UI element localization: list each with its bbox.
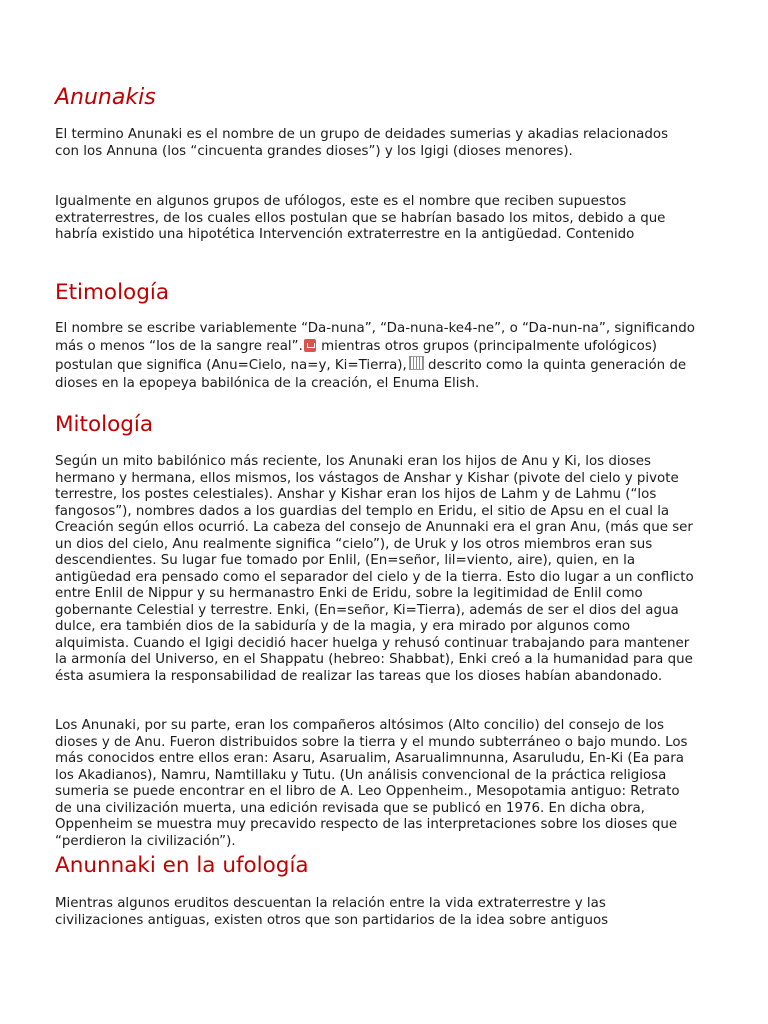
intro-text-2: Igualmente en algunos grupos de ufólogos, este es el nombre que reciben supuestos extraterrestres, de los cuales ellos postulan que se habrían basado los mitos, debido a que habría existido una hipotética Intervención extraterrestre en la antigüedad. Contenido xyxy=(55,194,666,242)
etimologia-paragraph xyxy=(55,320,695,393)
intro-paragraph-2 xyxy=(55,194,695,244)
barcode-icon xyxy=(409,356,424,370)
mitologia-paragraph-1 xyxy=(55,454,695,685)
mitologia-text-2: Los Anunaki, por su parte, eran los compañeros altósimos (Alto concilio) del consejo de los dioses y de Anu. Fueron distribuidos sobre la tierra y el mundo subterráneo o bajo mundo. Los más conocidos entre ellos eran: Asaru, Asarualim, Asarualimnunna, Asaruludu, En-Ki (Ea para los Akadianos), Namru, Namtillaku y Tutu. (Un análisis convencional de la práctica religiosa sumeria se puede encontrar en el libro de A. Leo Oppenheim., Mesopotamia antiguo: Retrato de una civilización muerta, una edición revisada que se publicó en 1976. En dicha obra, Oppenheim se muestra muy precavido respecto de las interpretaciones sobre los dioses que “perdieron la civilización”). xyxy=(55,718,688,849)
intro-text-1: El termino Anunaki es el nombre de un grupo de deidades sumerias y akadias relacionados con los Annuna (los “cincuenta grandes dioses”) y los Igigi (dioses menores). xyxy=(55,127,669,159)
heading-ufologia: Anunnaki en la ufología xyxy=(55,853,309,878)
etimologia-text-a: El nombre se escribe variablemente “Da-nuna”, “Da-nuna-ke4-ne”, o “Da-nun-na”, significando más o menos “los de la sangre real”. xyxy=(55,321,695,354)
heading-etimologia: Etimología xyxy=(55,280,170,305)
ufologia-paragraph-1 xyxy=(55,896,695,929)
intro-paragraph-1 xyxy=(55,127,695,160)
page-title: Anunakis xyxy=(55,85,156,110)
image-icon xyxy=(304,339,316,352)
etimologia-text-c: descrito como la quinta generación de dioses en la epopeya babilónica de la creación, el Enuma Elish. xyxy=(55,358,687,391)
etimologia-text-b: mientras otros grupos (principalmente ufológicos) postulan que significa (Anu=Cielo, na=y, Ki=Tierra), xyxy=(55,339,658,373)
ufologia-text-1: Mientras algunos eruditos descuentan la relación entre la vida extraterrestre y las civilizaciones antiguas, existen otros que son partidarios de la idea sobre antiguos xyxy=(55,896,609,928)
mitologia-text-1: Según un mito babilónico más reciente, los Anunaki eran los hijos de Anu y Ki, los dioses hermano y hermana, ellos mismos, los vástagos de Anshar y Kishar (pivote del cielo y pivote terrestre, los postes celestiales). Anshar y Kishar eran los hijos de Lahm y de Lahmu (“los fangosos”), nombres dados a los guardias del templo en Eridu, el sitio de Apsu en el cual la Creación según ellos ocurrió. La cabeza del consejo de Anunnaki era el gran Anu, (más que ser un dios del cielo, Anu realmente significa “cielo”), de Uruk y los otros miembros eran sus descendientes. Su lugar fue tomado por Enlil, (En=señor, lil=viento, aire), quien, en la antigüedad era pensado como el separador del cielo y de la tierra. Esto dio lugar a un conflicto entre Enlil de Nippur y su hermanastro Enki de Eridu, sobre la legitimidad de Enlil como gobernante Celestial y terrestre. Enki, (En=señor, Ki=Tierra), además de ser el dios del agua dulce, era también dios de la sabiduría y de la magia, y era mirado por algunos como alquimista. Cuando el Igigi decidió hacer huelga y rehusó continuar trabajando para mantener la armonía del Universo, en el Shappatu (hebreo: Shabbat), Enki creó a la humanidad para que ésta asumiera la responsabilidad de realizar las tareas que los dioses habían abandonado. xyxy=(55,454,694,684)
mitologia-paragraph-2 xyxy=(55,718,695,850)
heading-mitologia: Mitología xyxy=(55,412,154,437)
